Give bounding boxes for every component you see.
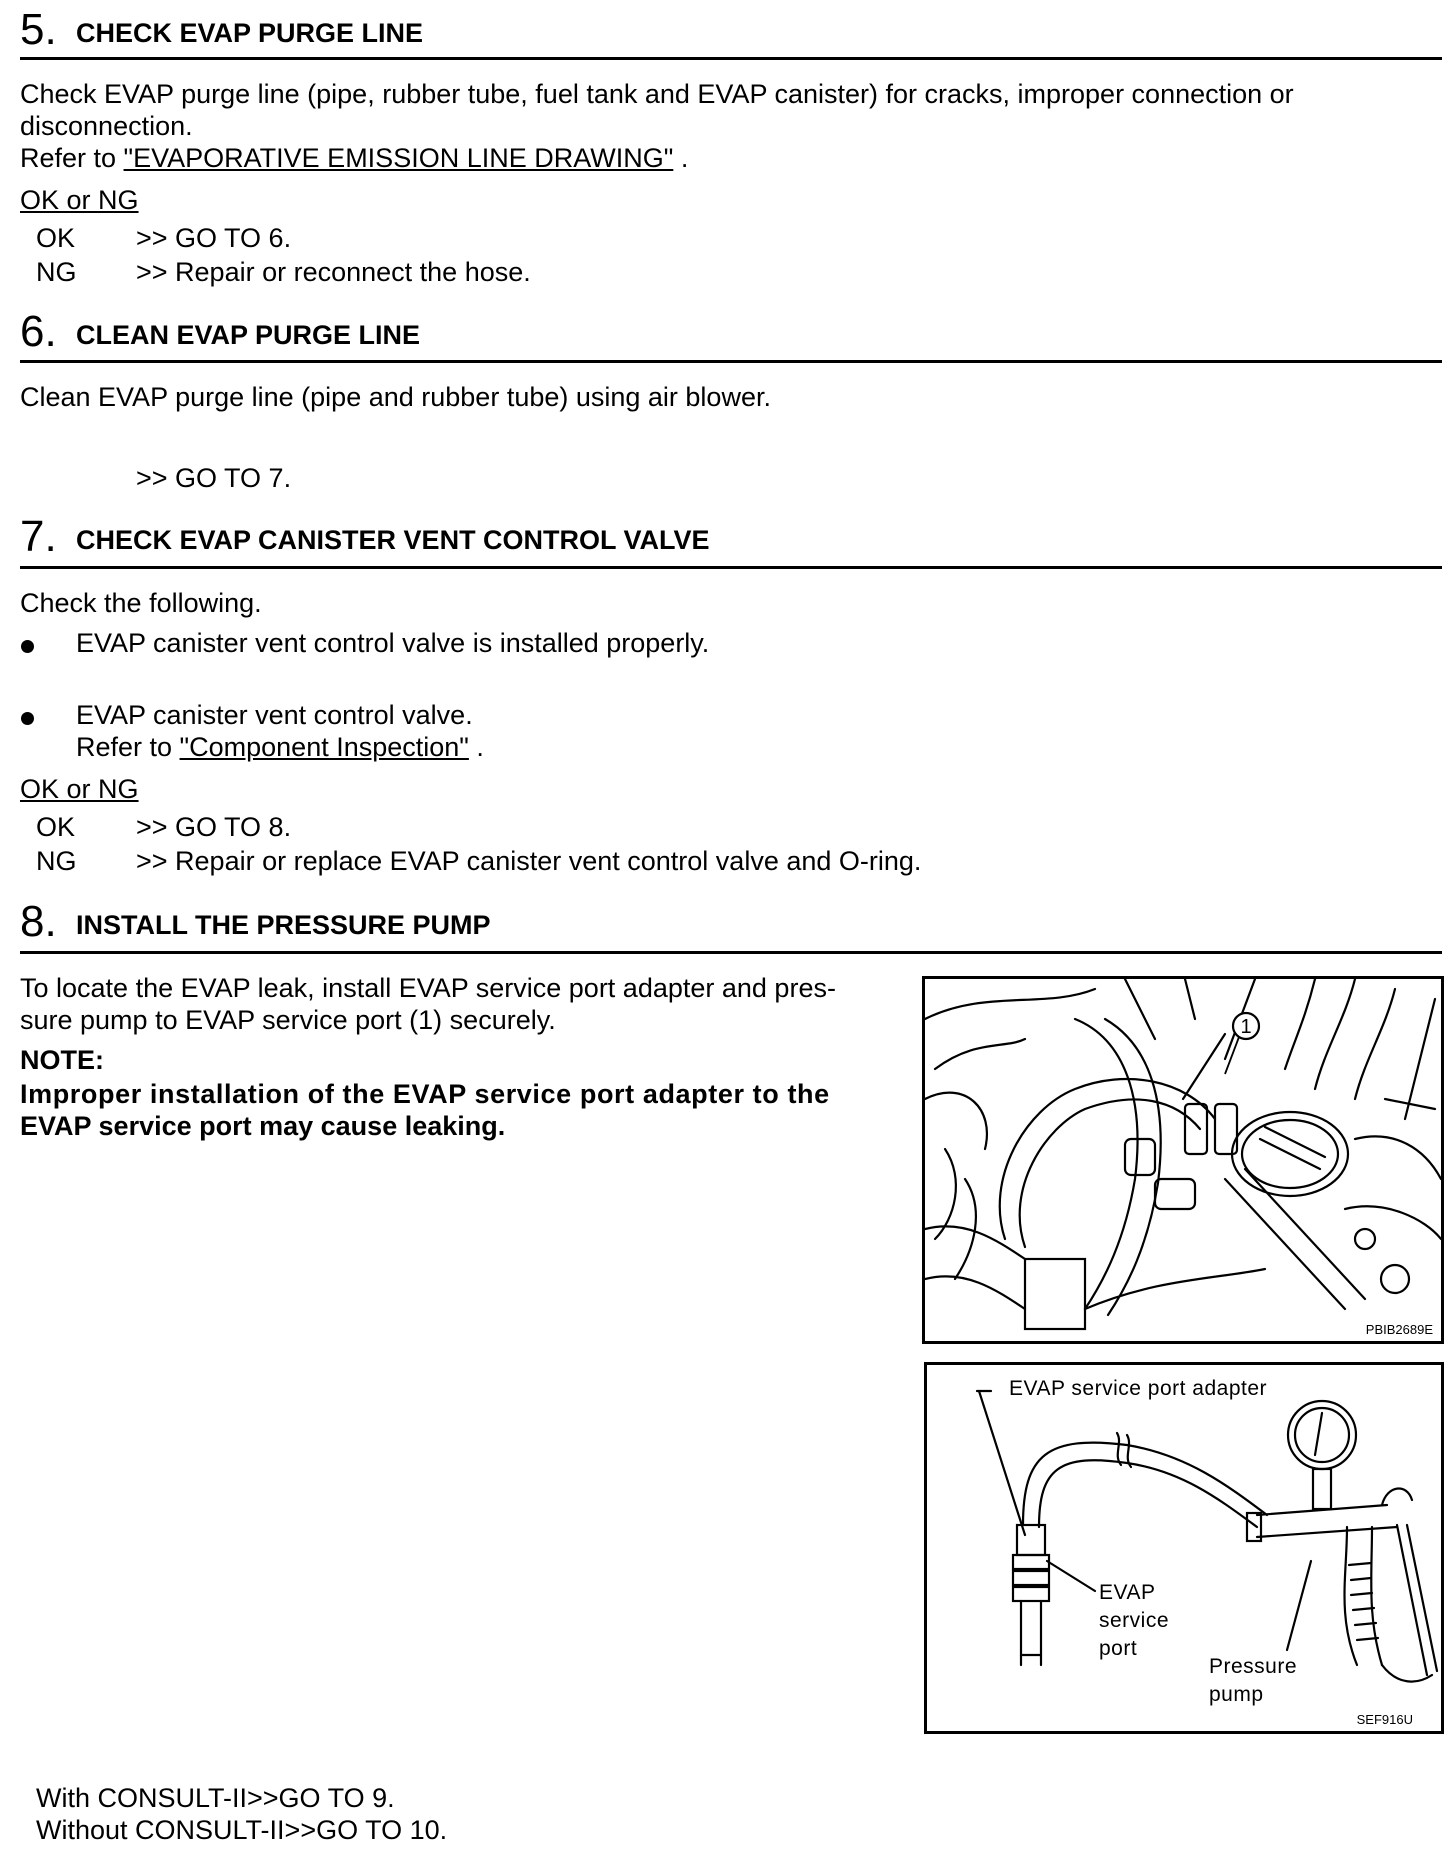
note-line1: Improper installation of the EVAP service port adapter to the bbox=[20, 1079, 830, 1109]
with-consult-instruction: With CONSULT-II>>GO TO 9. bbox=[36, 1783, 395, 1813]
step6-action: >> GO TO 7. bbox=[136, 463, 292, 493]
step6-number: 6. bbox=[20, 307, 57, 356]
step7-divider bbox=[20, 566, 1442, 569]
step6-body: Clean EVAP purge line (pipe and rubber tube) using air blower. bbox=[20, 382, 771, 412]
step7-refer bbox=[76, 731, 484, 763]
pressure-pump-figure bbox=[924, 1362, 1444, 1734]
step8-number: 8. bbox=[20, 897, 57, 946]
step7-body: Check the following. bbox=[20, 588, 262, 618]
step7-number: 7. bbox=[20, 512, 57, 561]
step5-number: 5. bbox=[20, 5, 57, 54]
step6-title: CLEAN EVAP PURGE LINE bbox=[76, 320, 421, 350]
step7-bullet1: EVAP canister vent control valve is installed properly. bbox=[76, 628, 710, 658]
engine-bay-illustration bbox=[925, 979, 1441, 1341]
step7-ok-action: >> GO TO 8. bbox=[136, 812, 292, 842]
adapter-label: EVAP service port adapter bbox=[1009, 1377, 1268, 1400]
step8-divider bbox=[20, 951, 1442, 954]
bullet-marker-2 bbox=[21, 712, 34, 725]
step8-body-line2: sure pump to EVAP service port (1) securely. bbox=[20, 1005, 556, 1035]
service-port-label-1: EVAP bbox=[1099, 1581, 1156, 1604]
step7-bullet2: EVAP canister vent control valve. bbox=[76, 700, 473, 730]
note-label: NOTE: bbox=[20, 1045, 104, 1075]
step5-body-line1: Check EVAP purge line (pipe, rubber tube, fuel tank and EVAP canister) for cracks, improper connection or bbox=[20, 79, 1294, 109]
step7-ok-label: OK bbox=[36, 812, 76, 842]
pressure-pump-illustration bbox=[927, 1365, 1441, 1731]
step7-ng-label: NG bbox=[36, 846, 77, 876]
bullet-marker-1 bbox=[21, 640, 34, 653]
note-line2: EVAP service port may cause leaking. bbox=[20, 1111, 506, 1141]
step5-refer-suffix: . bbox=[673, 143, 689, 173]
evaporative-emission-line-drawing-link[interactable]: "EVAPORATIVE EMISSION LINE DRAWING" bbox=[123, 143, 674, 173]
step7-ok-ng-heading: OK or NG bbox=[20, 774, 139, 804]
step7-ng-action: >> Repair or replace EVAP canister vent control valve and O-ring. bbox=[136, 846, 922, 876]
component-inspection-link[interactable]: "Component Inspection" bbox=[179, 732, 469, 762]
step5-ng-label: NG bbox=[36, 257, 77, 287]
engine-bay-figure bbox=[922, 976, 1444, 1344]
pressure-pump-label-2: pump bbox=[1209, 1683, 1264, 1706]
step5-ok-ng-heading: OK or NG bbox=[20, 185, 139, 215]
step5-ng-action: >> Repair or reconnect the hose. bbox=[136, 257, 531, 287]
step8-body-line1: To locate the EVAP leak, install EVAP service port adapter and pres- bbox=[20, 973, 836, 1003]
step6-divider bbox=[20, 360, 1442, 363]
without-consult-instruction: Without CONSULT-II>>GO TO 10. bbox=[36, 1815, 448, 1845]
step5-body-line2: disconnection. bbox=[20, 111, 193, 141]
step5-refer-prefix: Refer to bbox=[20, 143, 124, 173]
service-port-label-3: port bbox=[1099, 1637, 1138, 1660]
step5-ok-action: >> GO TO 6. bbox=[136, 223, 292, 253]
service-port-label-2: service bbox=[1099, 1609, 1170, 1632]
figure2-code: SEF916U bbox=[1356, 1712, 1413, 1727]
step5-ok-label: OK bbox=[36, 223, 76, 253]
callout-number: 1 bbox=[1240, 1016, 1252, 1038]
pressure-pump-label-1: Pressure bbox=[1209, 1655, 1298, 1678]
step5-refer bbox=[20, 142, 688, 174]
step7-refer-prefix: Refer to bbox=[76, 732, 180, 762]
step7-title: CHECK EVAP CANISTER VENT CONTROL VALVE bbox=[76, 525, 710, 555]
step7-refer-suffix: . bbox=[468, 732, 484, 762]
step8-title: INSTALL THE PRESSURE PUMP bbox=[76, 910, 491, 940]
step5-divider bbox=[20, 57, 1442, 60]
step5-title: CHECK EVAP PURGE LINE bbox=[76, 18, 424, 48]
figure1-code: PBIB2689E bbox=[1365, 1322, 1433, 1337]
